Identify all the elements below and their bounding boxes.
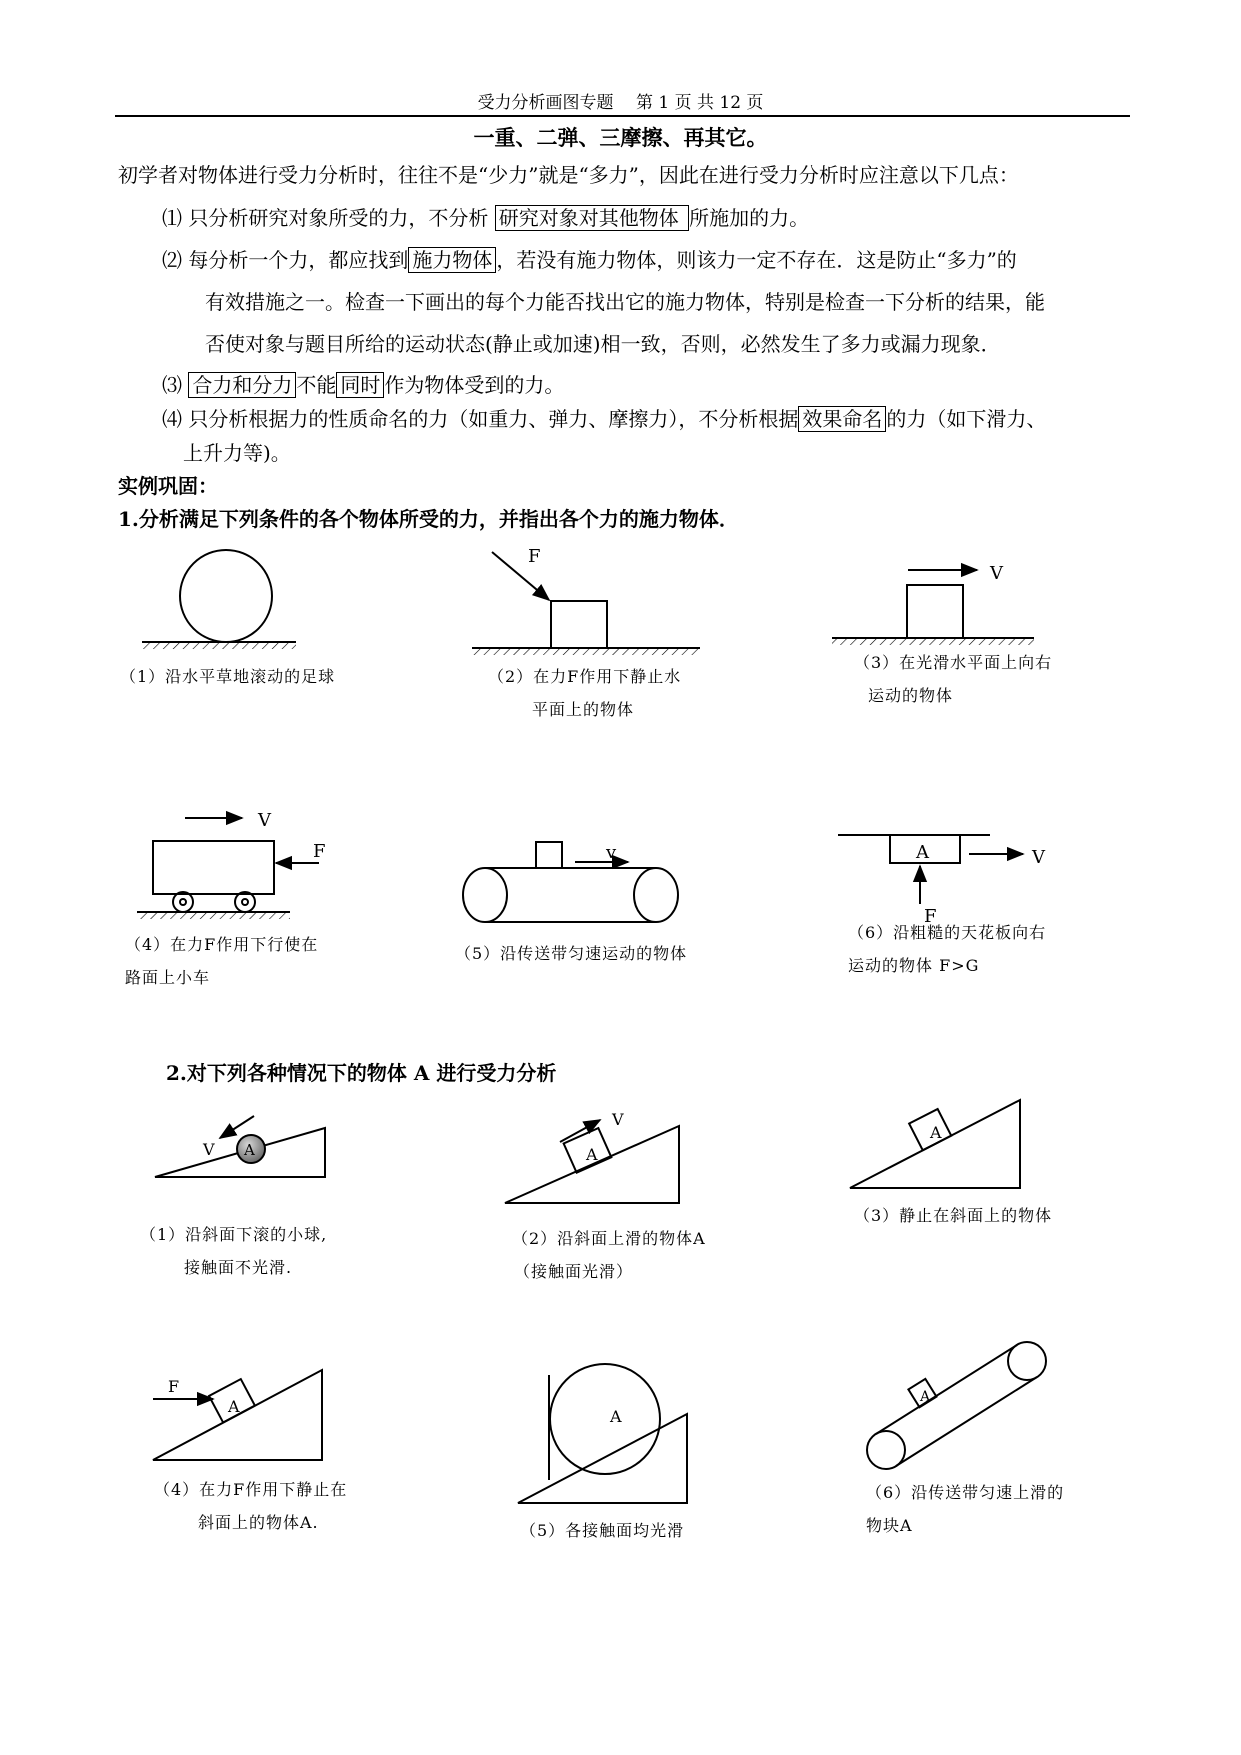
q1-caption-2-line-2: 平面上的物体 [532, 700, 635, 719]
q2-fig5-ball-wall [518, 1364, 687, 1503]
q1-fig1-rolling-ball [142, 550, 296, 649]
q2-fig3-block-static [850, 1100, 1020, 1188]
q1-fig4-F-label: F [313, 841, 326, 862]
q1-fig2-block-force [472, 552, 700, 655]
rule-4-boxed: 效果命名 [798, 406, 886, 432]
q1-caption-4-line-2: 路面上小车 [125, 968, 211, 987]
q2-caption-4-line-2: 斜面上的物体A. [198, 1513, 319, 1532]
q2-caption-2-line-1: （2）沿斜面上滑的物体A [512, 1229, 706, 1248]
q1-fig6-ceiling [838, 835, 1023, 904]
q1-fig2-F-label: F [528, 546, 541, 567]
q1-caption-2-line-1: （2）在力F作用下静止水 [488, 667, 682, 686]
q1-fig3-block-moving [832, 570, 1034, 645]
q1-fig5-v-label: v [606, 842, 617, 863]
q1-fig3-V-label: V [990, 563, 1003, 584]
page-title: 一重、二弹、三摩擦、再其它。 [473, 125, 768, 150]
q1-fig6-F-label: F [924, 906, 937, 927]
rule-2-text-a: ⑵ 每分析一个力，都应找到 [162, 248, 409, 272]
q2-caption-2-line-2: （接触面光滑） [514, 1262, 634, 1281]
q2-fig1-V-label: V [203, 1140, 215, 1159]
q1-fig6-V-label: V [1032, 847, 1045, 868]
q2-caption-1-line-2: 接触面不光滑. [184, 1258, 293, 1277]
q1-caption-3-line-1: （3）在光滑水平面上向右 [854, 653, 1053, 672]
intro-text: 初学者对物体进行受力分析时，往往不是“少力”就是“多力”，因此在进行受力分析时应注意以下几点： [118, 163, 1019, 187]
q1-fig5-conveyor [463, 842, 678, 922]
q2-fig6-inclined-conveyor [867, 1342, 1046, 1469]
example-heading: 实例巩固： [118, 474, 218, 498]
rule-3-text-a: ⑶ [162, 373, 189, 397]
q1-fig6-A-label: A [916, 842, 929, 863]
q2-fig2-A-label: A [586, 1145, 598, 1164]
q1-caption-1: （1）沿水平草地滚动的足球 [120, 667, 336, 686]
q2-fig4-F-label: F [168, 1377, 180, 1396]
q1-caption-5: （5）沿传送带匀速运动的物体 [455, 944, 688, 963]
q1-heading: 1.分析满足下列条件的各个物体所受的力，并指出各个力的施力物体． [118, 507, 739, 531]
q2-caption-5: （5）各接触面均光滑 [520, 1521, 685, 1540]
q1-caption-6-line-1: （6）沿粗糙的天花板向右 [848, 923, 1047, 942]
rule-1-text-a: ⑴ 只分析研究对象所受的力，不分析 [162, 206, 495, 230]
rule-1-text-b: 所施加的力。 [689, 206, 810, 230]
q1-fig4-cart [137, 818, 319, 919]
q1-fig4-V-label: V [258, 810, 271, 831]
rule-2-line-2: 有效措施之一。检查一下画出的每个力能否找出它的施力物体，特别是检查一下分析的结果，能 [205, 290, 1045, 314]
page-header: 受力分析画图专题 第 1 页 共 12 页 [477, 93, 764, 113]
rule-2-boxed: 施力物体 [408, 247, 496, 273]
q2-caption-4-line-1: （4）在力F作用下静止在 [154, 1480, 348, 1499]
q1-caption-6-line-2: 运动的物体 F>G [848, 956, 980, 975]
rule-4-line-2: 上升力等)。 [183, 441, 291, 465]
rule-3-boxed-1: 合力和分力 [188, 372, 296, 398]
rule-4-text-b: 的力（如下滑力、 [886, 407, 1047, 431]
rule-2-text-b: ，若没有施力物体，则该力一定不存在．这是防止“多力”的 [496, 248, 1017, 272]
q2-fig3-A-label: A [930, 1123, 942, 1142]
q2-fig1-ball-incline [155, 1116, 325, 1177]
rule-2-line-3: 否使对象与题目所给的运动状态(静止或加速)相一致，否则，必然发生了多力或漏力现象． [205, 332, 1001, 356]
q2-caption-6-line-1: （6）沿传送带匀速上滑的 [866, 1483, 1065, 1502]
rule-3-text-b: 作为物体受到的力。 [384, 373, 565, 397]
q2-heading: 2.对下列各种情况下的物体 A 进行受力分析 [166, 1061, 557, 1085]
rule-4-text-a: ⑷ 只分析根据力的性质命名的力（如重力、弹力、摩擦力），不分析根据 [162, 407, 799, 431]
q2-fig4-A-label: A [228, 1397, 240, 1416]
q2-caption-6-line-2: 物块A [866, 1516, 913, 1535]
q2-fig1-A-label: A [244, 1141, 255, 1159]
rule-3-mid: 不能 [296, 373, 337, 397]
q2-caption-1-line-1: （1）沿斜面下滚的小球, [140, 1225, 328, 1244]
q2-caption-3: （3）静止在斜面上的物体 [854, 1206, 1053, 1225]
q2-fig6-A-label: A [920, 1389, 931, 1405]
q2-fig5-A-label: A [610, 1407, 622, 1426]
q1-caption-3-line-2: 运动的物体 [868, 686, 954, 705]
q1-caption-4-line-1: （4）在力F作用下行使在 [125, 935, 319, 954]
q2-fig2-V-label: V [612, 1110, 624, 1129]
rule-1-boxed: 研究对象对其他物体 [495, 205, 689, 231]
rule-3-boxed-2: 同时 [336, 372, 384, 398]
